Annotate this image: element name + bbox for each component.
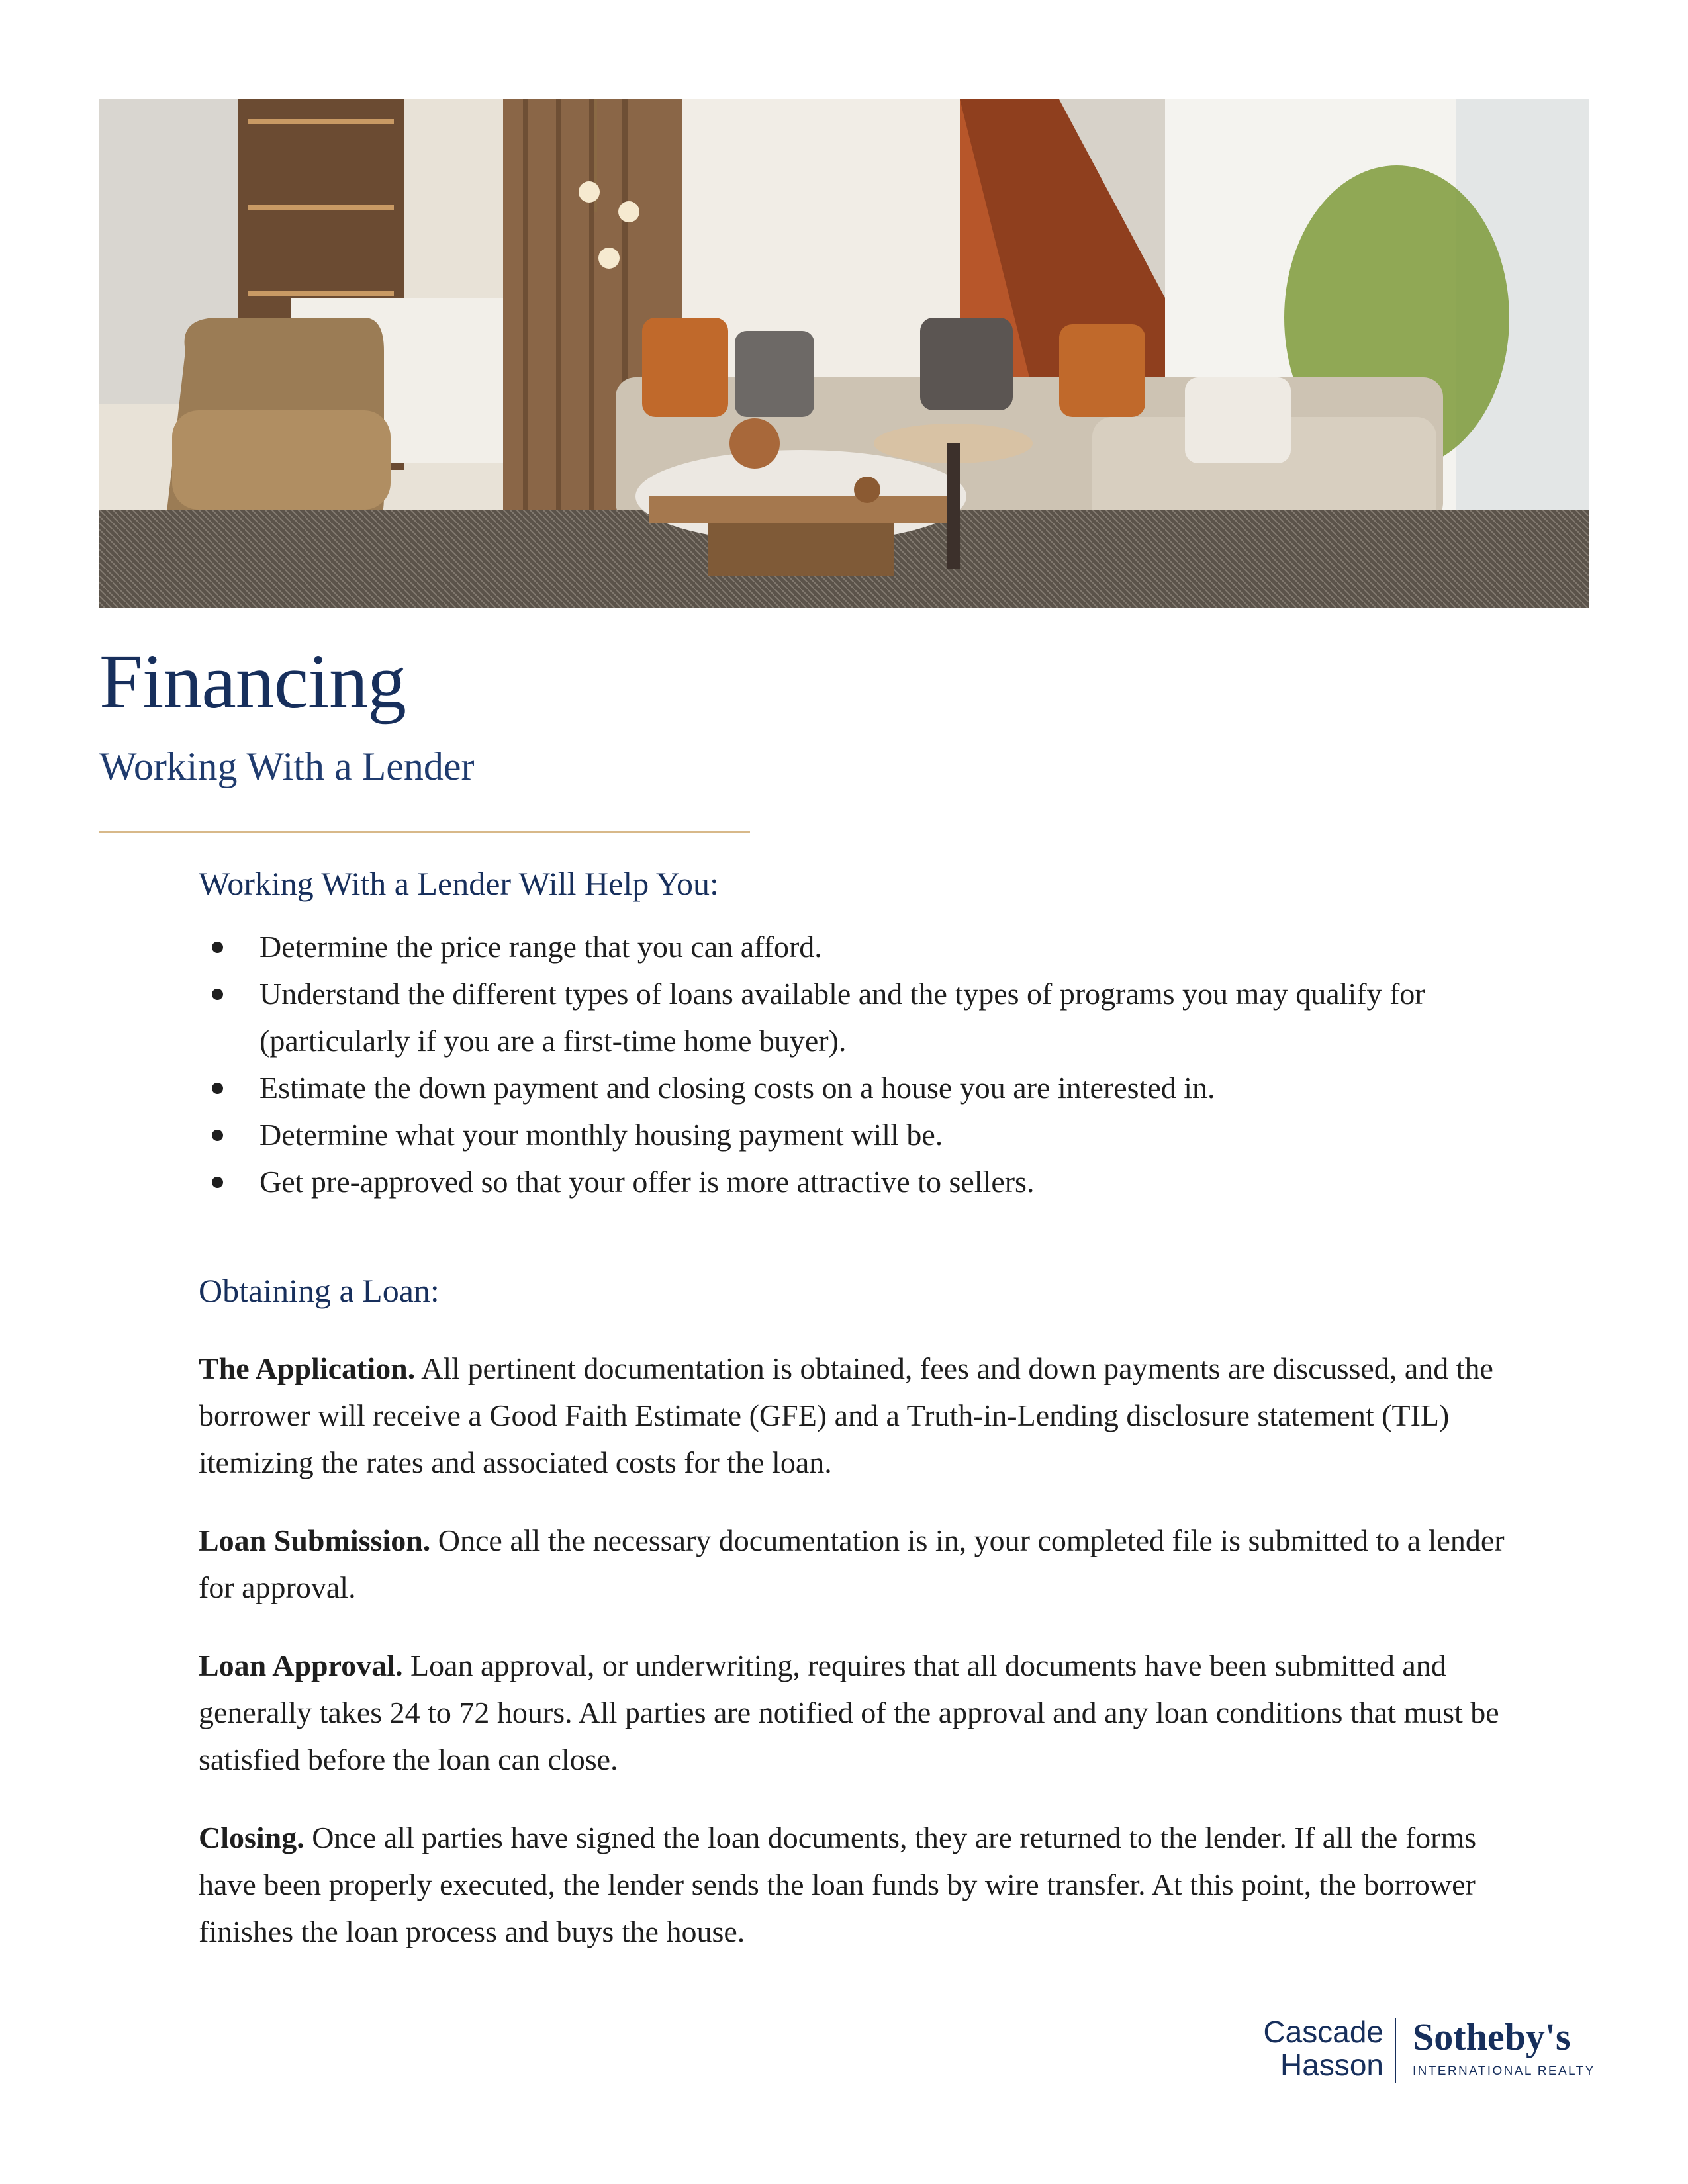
hero-image [99,99,1589,608]
loan-section [199,1271,1536,1986]
logo-divider [1395,2018,1396,2083]
logo-cascade-hasson [1263,2015,1383,2081]
list-item-text: Get pre-approved so that your offer is more attractive to sellers. [259,1165,1035,1199]
logo-tagline: INTERNATIONAL REALTY [1413,2064,1595,2078]
list-item-text: Understand the different types of loans available and the types of programs you may qualify for (particularly if you are a first-time home buyer). [259,977,1425,1058]
logo-line2: Hasson [1280,2048,1383,2082]
step-application [199,1345,1536,1486]
list-item-text: Determine the price range that you can afford. [259,930,822,964]
brand-logo [1244,2015,1595,2088]
loan-heading: Obtaining a Loan: [199,1272,440,1309]
help-list [199,923,1536,1205]
logo-brand: Sotheby's [1413,2015,1571,2058]
list-item [199,923,1536,970]
list-item [199,1111,1536,1158]
step-text: Loan approval, or underwriting, requires that all documents have been submitted and generally takes 24 to 72 hours. All parties are notified of the approval and any loan conditions that must be satisfied before the loan can close. [199,1649,1499,1776]
list-item [199,1064,1536,1111]
step-lead: Loan Approval. [199,1649,403,1682]
step-submission [199,1517,1536,1611]
logo-sothebys [1413,2017,1595,2079]
bullet-icon [212,989,223,1000]
bullet-icon [212,1177,223,1188]
step-text: All pertinent documentation is obtained, fees and down payments are discussed, and the borrower will receive a Good Faith Estimate (GFE) and a Truth-in-Lending disclosure statement (TIL) itemizing the rates and associated costs for the loan. [199,1351,1493,1479]
living-room-photo [99,99,1589,608]
step-text: Once all parties have signed the loan documents, they are returned to the lender. If all the forms have been properly executed, the lender sends the loan funds by wire transfer. At this point, the borrower finishes the loan process and buys the house. [199,1821,1477,1948]
title-divider [99,831,750,833]
help-section [199,864,1536,1205]
step-lead: The Application. [199,1351,416,1385]
list-item-text: Estimate the down payment and closing costs on a house you are interested in. [259,1071,1215,1105]
bullet-icon [212,942,223,953]
step-lead: Loan Submission. [199,1524,431,1557]
page-title: Financing [99,638,406,725]
bullet-icon [212,1083,223,1094]
list-item-text: Determine what your monthly housing payment will be. [259,1118,943,1152]
list-item [199,1158,1536,1205]
logo-line1: Cascade [1263,2015,1383,2049]
bullet-icon [212,1130,223,1141]
step-closing [199,1814,1536,1955]
page-subtitle: Working With a Lender [99,745,475,788]
help-heading: Working With a Lender Will Help You: [199,865,719,902]
step-lead: Closing. [199,1821,305,1854]
step-approval [199,1642,1536,1783]
list-item [199,970,1536,1064]
step-text: Once all the necessary documentation is in, your completed file is submitted to a lender for approval. [199,1524,1505,1604]
